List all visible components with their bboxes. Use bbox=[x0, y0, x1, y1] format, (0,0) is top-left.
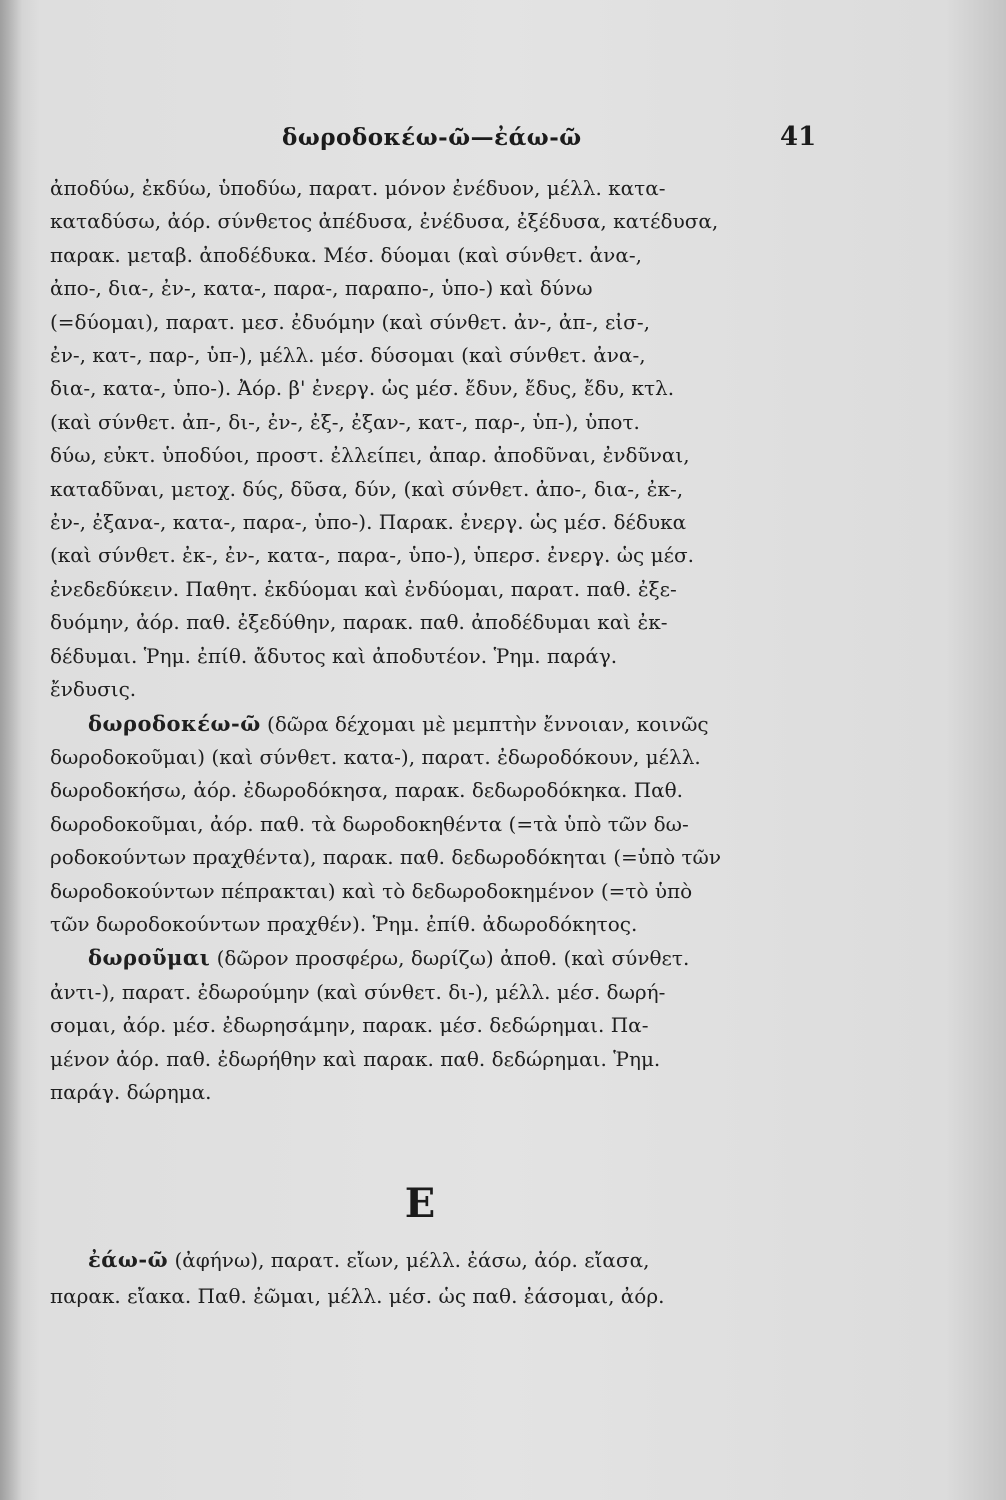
headword: δωροδοκέω-ῶ bbox=[88, 710, 261, 736]
text-line: (καὶ σύνθετ. ἀπ-, δι-, ἐν-, ἐξ-, ἐξαν-, κατ-, παρ-, ὑπ-), ὑποτ. bbox=[50, 409, 640, 434]
entry-doroumai bbox=[50, 941, 830, 1109]
text-line: ἀπο-, δια-, ἐν-, κατα-, παρα-, παραπο-, ὑπο-) καὶ δύνω bbox=[50, 276, 593, 301]
entry-definition-start: (δῶρα δέχομαι μὲ μεμπτὴν ἔννοιαν, κοινῶς bbox=[260, 711, 709, 736]
text-line: καταδύσω, ἀόρ. σύνθετος ἀπέδυσα, ἐνέδυσα, ἐξέδυσα, κατέδυσα, bbox=[50, 209, 719, 234]
running-header bbox=[0, 124, 1006, 164]
text-line: δωροδοκούντων πέπρακται) καὶ τὸ δεδωροδοκημένον (=τὸ ὑπὸ bbox=[50, 878, 693, 903]
section-letter: Ε bbox=[404, 1180, 436, 1227]
binding-shadow bbox=[0, 0, 22, 1500]
entry-first-line bbox=[50, 1242, 830, 1278]
text-line: σομαι, ἀόρ. μέσ. ἐδωρησάμην, παρακ. μέσ. δεδώρημαι. Πα- bbox=[50, 1013, 649, 1038]
text-line: ἔνδυσις. bbox=[50, 677, 137, 702]
text-line: καταδῦναι, μετοχ. δύς, δῦσα, δύν, (καὶ σύνθετ. ἀπο-, δια-, ἐκ-, bbox=[50, 476, 684, 501]
entry-dyo-continuation bbox=[50, 172, 830, 707]
text-line: δωροδοκήσω, ἀόρ. ἐδωροδόκησα, παρακ. δεδωροδόκηκα. Παθ. bbox=[50, 778, 684, 803]
entry-definition-start: (δῶρον προσφέρω, δωρίζω) ἀποθ. (καὶ σύνθετ. bbox=[210, 946, 690, 971]
entry-first-line bbox=[50, 941, 830, 975]
page-number: 41 bbox=[780, 122, 817, 152]
text-line: ἐν-, ἐξανα-, κατα-, παρα-, ὑπο-). Παρακ. ἐνεργ. ὡς μέσ. δέδυκα bbox=[50, 510, 687, 535]
text-line: παρακ. εἴακα. Παθ. ἐῶμαι, μέλλ. μέσ. ὡς παθ. ἐάσομαι, ἀόρ. bbox=[50, 1284, 665, 1308]
entry-definition-start: (ἀφήνω), παρατ. εἴων, μέλλ. ἐάσω, ἀόρ. εἴασα, bbox=[168, 1248, 650, 1272]
headword: δωροῦμαι bbox=[88, 945, 211, 971]
text-line: παρακ. μεταβ. ἀποδέδυκα. Μέσ. δύομαι (καὶ σύνθετ. ἀνα-, bbox=[50, 242, 642, 267]
text-line: δυόμην, ἀόρ. παθ. ἐξεδύθην, παρακ. παθ. ἀποδέδυμαι καὶ ἐκ- bbox=[50, 610, 668, 635]
headword: ἐάω-ῶ bbox=[88, 1247, 169, 1272]
text-line: δια-, κατα-, ὑπο-). Ἀόρ. β' ἐνεργ. ὡς μέσ. ἔδυν, ἔδυς, ἔδυ, κτλ. bbox=[50, 376, 675, 401]
entry-first-line bbox=[50, 707, 830, 741]
text-line: ἐν-, κατ-, παρ-, ὑπ-), μέλλ. μέσ. δύσομαι (καὶ σύνθετ. ἀνα-, bbox=[50, 343, 646, 368]
header-title: δωροδοκέω-ῶ—ἐάω-ῶ bbox=[282, 124, 582, 151]
text-line: τῶν δωροδοκούντων πραχθέν). Ῥημ. ἐπίθ. ἀδωροδόκητος. bbox=[50, 911, 638, 936]
entry-dorodokeo bbox=[50, 707, 830, 942]
text-line: ἀντι-), παρατ. ἐδωρούμην (καὶ σύνθετ. δι-), μέλλ. μέσ. δωρή- bbox=[50, 979, 666, 1004]
text-line: μένον ἀόρ. παθ. ἐδωρήθην καὶ παρακ. παθ. δεδώρημαι. Ῥημ. bbox=[50, 1046, 661, 1071]
text-line: ἀποδύω, ἐκδύω, ὑποδύω, παρατ. μόνον ἐνέδυον, μέλλ. κατα- bbox=[50, 176, 666, 200]
text-line: δωροδοκοῦμαι, ἀόρ. παθ. τὰ δωροδοκηθέντα (=τὰ ὑπὸ τῶν δω- bbox=[50, 811, 689, 836]
entry-eao bbox=[50, 1242, 830, 1314]
text-line: δύω, εὐκτ. ὑποδύοι, προστ. ἐλλείπει, ἀπαρ. ἀποδῦναι, ἐνδῦναι, bbox=[50, 443, 690, 468]
text-line: δέδυμαι. Ῥημ. ἐπίθ. ἄδυτος καὶ ἀποδυτέον. Ῥημ. παράγ. bbox=[50, 643, 618, 668]
text-line: (=δύομαι), παρατ. μεσ. ἐδυόμην (καὶ σύνθετ. ἀν-, ἀπ-, εἰσ-, bbox=[50, 309, 650, 334]
text-line: ροδοκούντων πραχθέντα), παρακ. παθ. δεδωροδόκηται (=ὑπὸ τῶν bbox=[50, 845, 722, 870]
text-line: (καὶ σύνθετ. ἐκ-, ἐν-, κατα-, παρα-, ὑπο-), ὑπερσ. ἐνεργ. ὡς μέσ. bbox=[50, 543, 694, 568]
text-line: δωροδοκοῦμαι) (καὶ σύνθετ. κατα-), παρατ. ἐδωροδόκουν, μέλλ. bbox=[50, 744, 701, 769]
text-line: ἐνεδεδύκειν. Παθητ. ἐκδύομαι καὶ ἐνδύομαι, παρατ. παθ. ἐξε- bbox=[50, 576, 677, 601]
text-line: παράγ. δώρημα. bbox=[50, 1079, 212, 1104]
dictionary-body bbox=[50, 172, 830, 1109]
